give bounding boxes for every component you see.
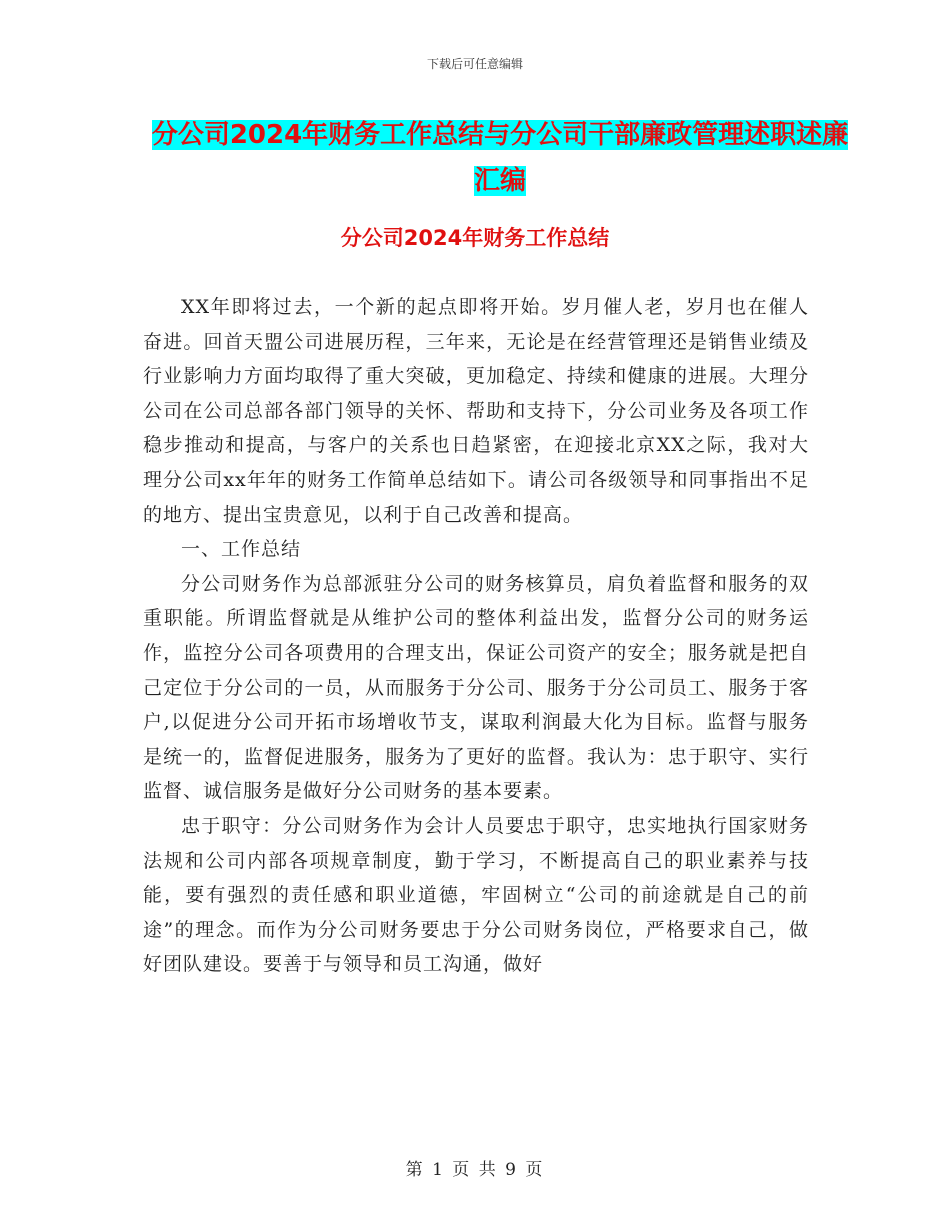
paragraph: 分公司财务作为总部派驻分公司的财务核算员，肩负着监督和服务的双重职能。所谓监督就是从维护公司的整体利益出发，监督分公司的财务运作，监控分公司各项费用的合理支出，保证公司资产的安全；服务就是把自己定位于分公司的一员，从而服务于分公司、服务于分公司员工、服务于客户,以促进分公司开拓市场增收节支，谋取利润最大化为目标。监督与服务是统一的，监督促进服务，服务为了更好的监督。我认为：忠于职守、实行监督、诚信服务是做好分公司财务的基本要素。 xyxy=(143,572,809,803)
document-body xyxy=(143,290,809,982)
paragraph: 忠于职守：分公司财务作为会计人员要忠于职守，忠实地执行国家财务法规和公司内部各项规章制度，勤于学习，不断提高自己的职业素养与技能，要有强烈的责任感和职业道德，牢固树立“公司的前途就是自己的前途”的理念。而作为分公司财务要忠于分公司财务岗位，严格要求自己，做好团队建设。要善于与领导和员工沟通，做好 xyxy=(143,814,809,976)
document-title xyxy=(150,112,850,204)
paragraph-heading: 一、工作总结 xyxy=(181,538,302,561)
header-note: 下载后可任意编辑 xyxy=(426,57,523,71)
section-title: 分公司2024年财务工作总结 xyxy=(340,226,610,250)
paragraph: XX年即将过去，一个新的起点即将开始。岁月催人老，岁月也在催人奋进。回首天盟公司进展历程，三年来，无论是在经营管理还是销售业绩及行业影响力方面均取得了重大突破，更加稳定、持续和健康的进展。大理分公司在公司总部各部门领导的关怀、帮助和支持下，分公司业务及各项工作稳步推动和提高，与客户的关系也日趋紧密，在迎接北京XX之际，我对大理分公司xx年年的财务工作简单总结如下。请公司各级领导和同事指出不足的地方、提出宝贵意见，以利于自己改善和提高。 xyxy=(143,296,809,526)
document-title-text: 分公司2024年财务工作总结与分公司干部廉政管理述职述廉汇编 xyxy=(151,120,849,196)
page-number: 第 1 页 共 9 页 xyxy=(405,1160,545,1180)
